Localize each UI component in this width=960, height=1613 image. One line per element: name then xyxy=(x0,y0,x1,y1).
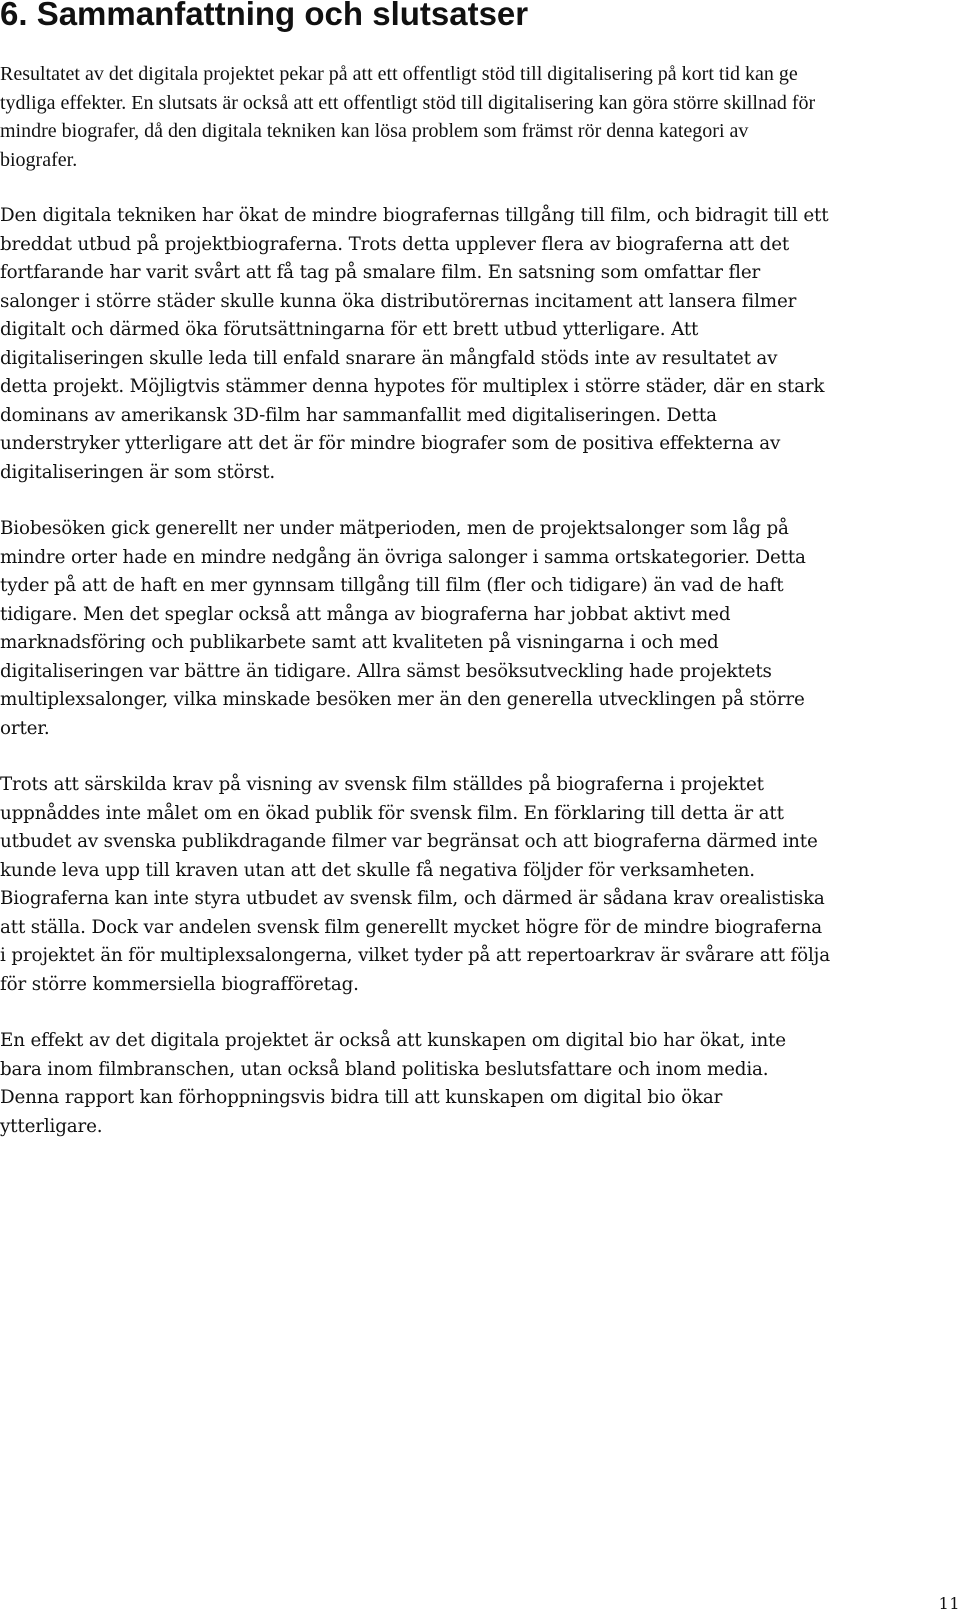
paragraph-digital-technology: Den digitala tekniken har ökat de mindre biografernas tillgång till film, och bidragit till ett breddat utbud på projektbiograferna. Trots detta upplever flera av biograferna att det fortfarande har varit svårt att få tag på smalare film. En satsning som omfattar fler salonger i större städer skulle kunna öka distributörernas incitament att lansera filmer digitalt och därmed öka förutsättningarna för ett brett utbud ytterligare. Att digitaliseringen skulle leda till enfald snarare än mångfald stöds inte av resultatet av detta projekt. Möjligtvis stämmer denna hypotes för multiplex i större städer, där en stark dominans av amerikansk 3D-film har sammanfallit med digitaliseringen. Detta understryker ytterligare att det är för mindre biografer som de positiva effekterna av digitaliseringen är som störst. xyxy=(0,205,829,483)
paragraph-cinema-visits: Biobesöken gick generellt ner under mätperioden, men de projektsalonger som låg på mindre orter hade en mindre nedgång än övriga salonger i samma ortskategorier. Detta tyder på att de haft en mer gynnsam tillgång till film (fler och tidigare) än vad de haft tidigare. Men det speglar också att många av biograferna har jobbat aktivt med marknadsföring och publikarbete samt att kvaliteten på visningarna i och med digitaliseringen var bättre än tidigare. Allra sämst besöksutveckling hade projektets multiplexsalonger, vilka minskade besöken mer än den generella utvecklingen på större orter. xyxy=(0,518,806,739)
section-heading: 6. Sammanfattning och slutsatser xyxy=(0,0,529,32)
page-number: 11 xyxy=(938,1594,960,1613)
body-text xyxy=(0,60,830,1169)
paragraph-swedish-film: Trots att särskilda krav på visning av svensk film ställdes på biograferna i projektet uppnåddes inte målet om en ökad publik för svensk film. En förklaring till detta är att utbudet av svenska publikdragande filmer var begränsat och att biograferna därmed inte kunde leva upp till kraven utan att det skulle få negativa följder för verksamheten. Biograferna kan inte styra utbudet av svensk film, och därmed är sådana krav orealistiska att ställa. Dock var andelen svensk film generellt mycket högre för de mindre biograferna i projektet än för multiplexsalongerna, vilket tyder på att repertoarkrav är svårare att följa för större kommersiella biografföretag. xyxy=(0,774,830,995)
paragraph-knowledge: En effekt av det digitala projektet är också att kunskapen om digital bio har ökat, inte bara inom filmbranschen, utan också bland politiska beslutsfattare och inom media. Denna rapport kan förhoppningsvis bidra till att kunskapen om digital bio ökar ytterligare. xyxy=(0,1030,786,1137)
paragraph-summary: Resultatet av det digitala projektet pekar på att ett offentligt stöd till digitalisering på kort tid kan ge tydliga effekter. En slutsats är också att ett offentligt stöd till digitalisering kan göra större skillnad för mindre biografer, då den digitala tekniken kan lösa problem som främst rör denna kategori av biografer. xyxy=(0,63,816,171)
